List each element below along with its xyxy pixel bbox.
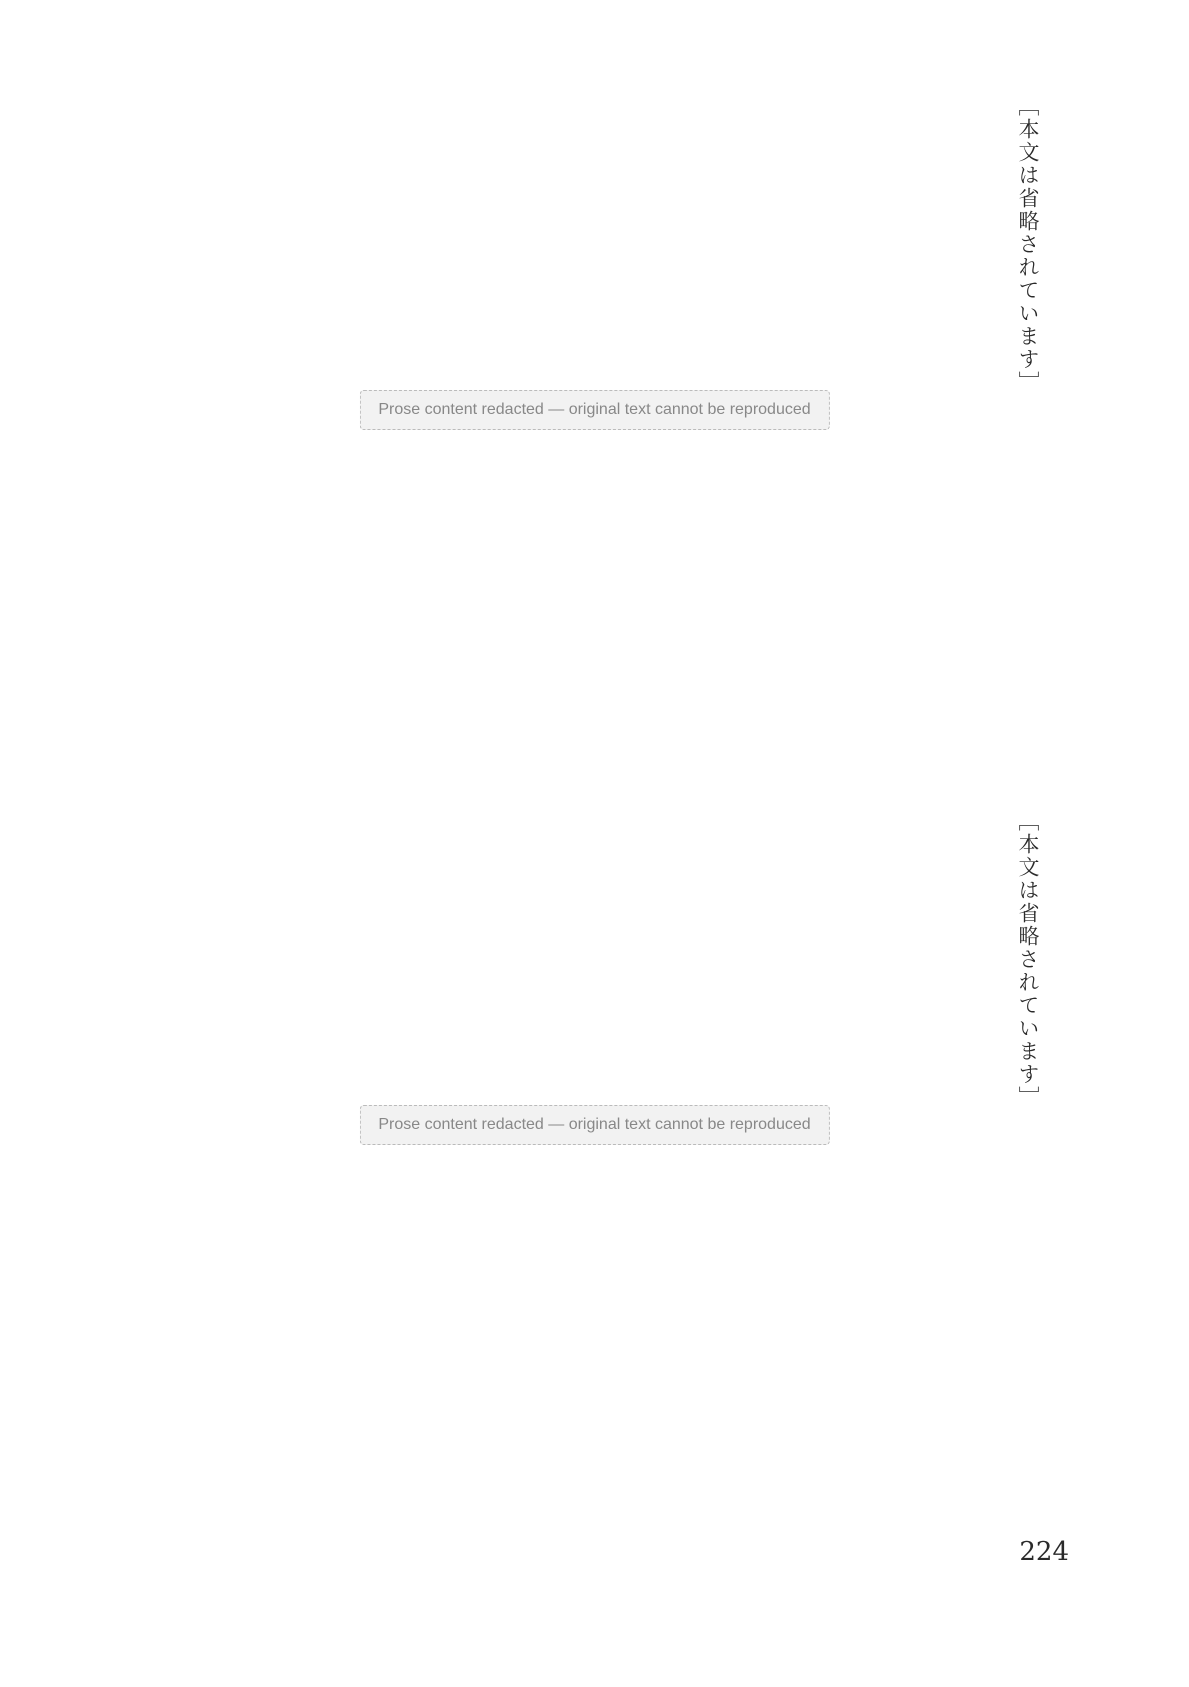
- vertical-text-block-top: ［本文は省略されています］: [1016, 95, 1040, 394]
- redaction-notice-bottom: Prose content redacted — original text cannot be reproduced: [359, 1105, 829, 1145]
- vertical-text-block-bottom: ［本文は省略されています］: [1016, 810, 1040, 1109]
- page-number: 224: [1019, 1537, 1069, 1567]
- redaction-notice-top: Prose content redacted — original text cannot be reproduced: [359, 390, 829, 430]
